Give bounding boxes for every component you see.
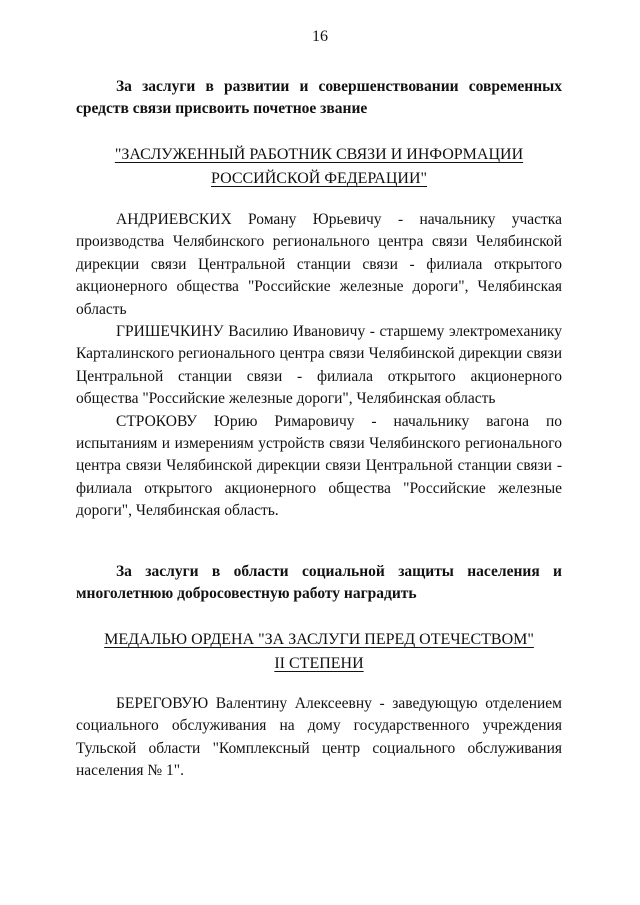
medal-title-line-1: МЕДАЛЬЮ ОРДЕНА "ЗА ЗАСЛУГИ ПЕРЕД ОТЕЧЕСТВОМ"	[104, 631, 534, 648]
page-number: 16	[312, 28, 328, 45]
medal-title-line-2: II СТЕПЕНИ	[274, 655, 364, 672]
honorary-title	[76, 143, 562, 191]
honorary-title-line-1: "ЗАСЛУЖЕННЫЙ РАБОТНИК СВЯЗИ И ИНФОРМАЦИИ	[114, 146, 524, 163]
recipient-entry: СТРОКОВУ Юрию Римаровичу - начальнику вагона по испытаниям и измерениям устройств связи Челябинского регионального центра связи Челябинской дирекции связи Центральной станции связи - филиала открытого акционерного общества "Российские железные дороги", Челябинская область.	[76, 412, 562, 520]
award-intro-social: За заслуги в области социальной защиты населения и многолетнюю добросовестную работу наградить	[76, 563, 562, 603]
recipient-entry: АНДРИЕВСКИХ Роману Юрьевичу - начальнику участка производства Челябинского регионального центра связи Челябинской дирекции связи Центральной станции связи - филиала открытого акционерного общества "Российские железные дороги", Челябинская область	[76, 211, 562, 318]
recipient-list-communications	[76, 209, 562, 523]
medal-title	[76, 628, 562, 676]
recipient-list-social	[76, 693, 562, 783]
award-intro-communications: За заслуги в развитии и совершенствовании современных средств связи присвоить почетное звание	[76, 78, 562, 118]
recipient-entry: ГРИШЕЧКИНУ Василию Ивановичу - старшему электромеханику Карталинского регионального центра связи Челябинской дирекции связи Центральной станции связи - филиала открытого акционерного общества "Российские железные дороги", Челябинская область	[76, 323, 562, 408]
recipient-entry: БЕРЕГОВУЮ Валентину Алексеевну - заведующую отделением социального обслуживания на дому государственного учреждения Тульской области "Комплексный центр социального обслуживания населения № 1".	[76, 695, 562, 780]
honorary-title-line-2: РОССИЙСКОЙ ФЕДЕРАЦИИ"	[210, 170, 428, 187]
